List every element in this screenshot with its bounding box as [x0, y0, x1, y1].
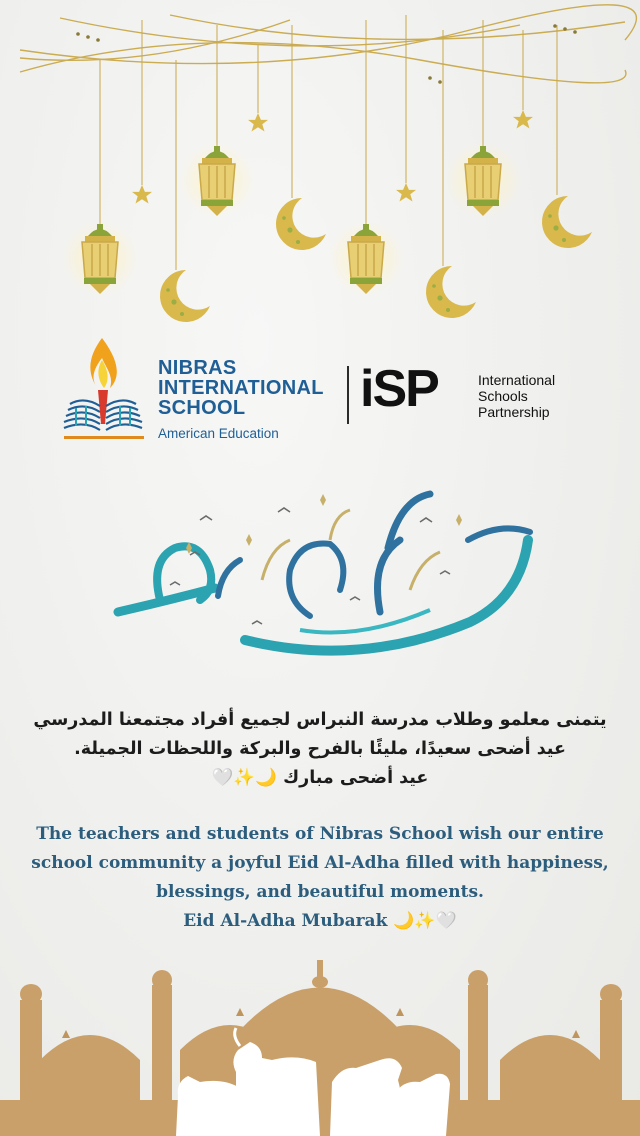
emoji-icons: 🌙✨🤍 [393, 911, 457, 931]
english-line: The teachers and students of Nibras School wish our entire [36, 824, 604, 844]
partner-name-line: Partnership [478, 404, 550, 420]
arabic-closing-text: عيد أضحى مبارك [283, 768, 429, 788]
english-line: school community a joyful Eid Al-Adha filled with happiness, [31, 853, 609, 873]
school-name-line: NIBRAS [158, 357, 237, 379]
partner-name-line: Schools [478, 388, 528, 404]
isp-logo: iSP [360, 360, 438, 418]
school-name-line: SCHOOL [158, 397, 246, 419]
arabic-line: عيد أضحى سعيدًا، مليئًا بالفرح والبركة واللحظات الجميلة. [74, 739, 566, 759]
english-line: blessings, and beautiful moments. [156, 882, 484, 902]
partner-name-line: International [478, 372, 556, 388]
emoji-icons: 🌙✨🤍 [211, 768, 277, 788]
english-closing-text: Eid Al-Adha Mubarak [183, 911, 388, 931]
school-subtitle: American Education [158, 426, 279, 441]
school-name-line: INTERNATIONAL [158, 377, 324, 399]
arabic-line: يتمنى معلمو وطلاب مدرسة النبراس لجميع أفراد مجتمعنا المدرسي [33, 710, 607, 730]
